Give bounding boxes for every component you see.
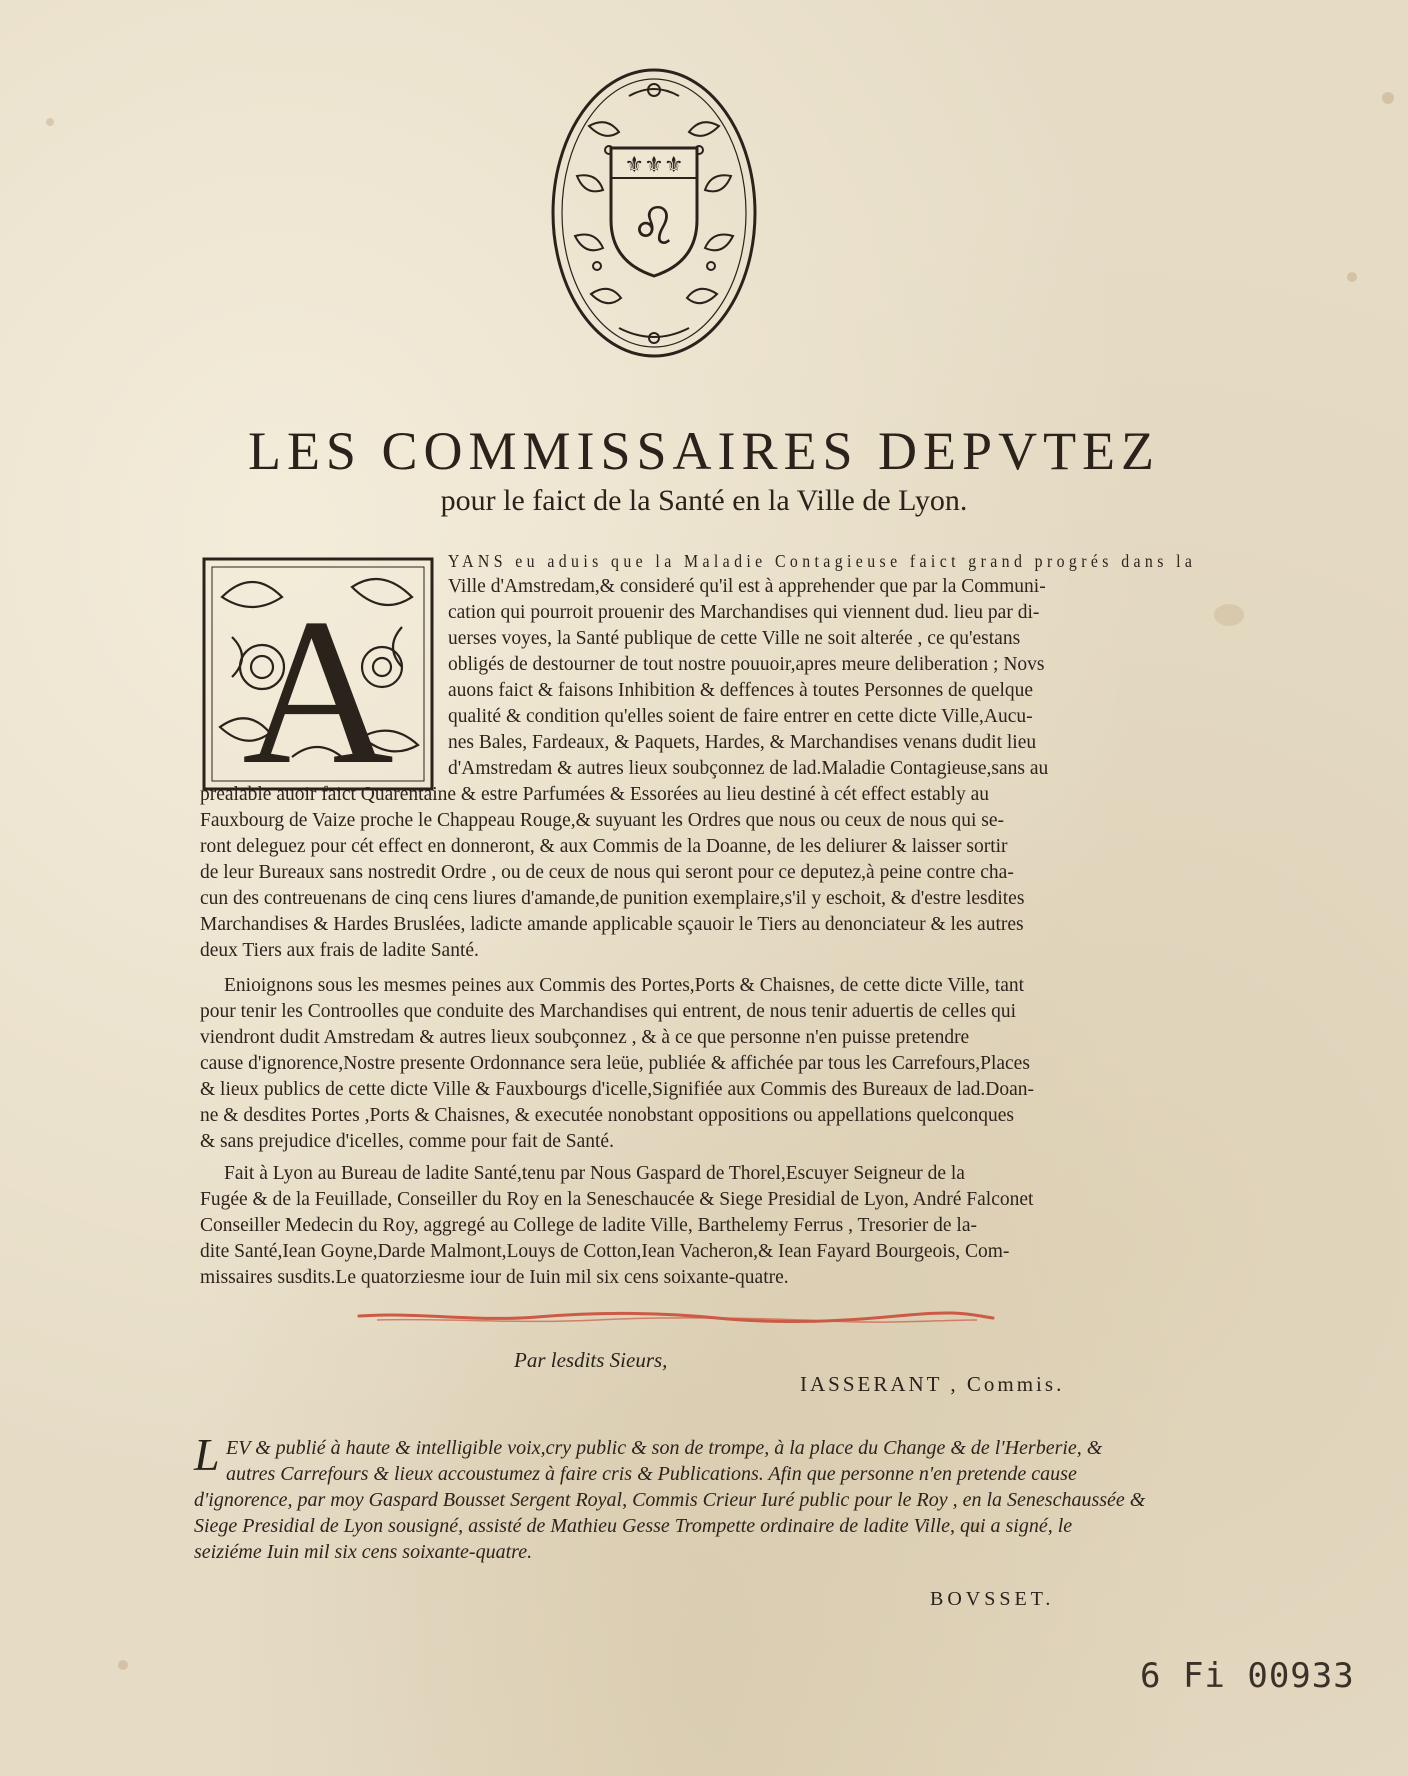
body-line: de leur Bureaux sans nostredit Ordre , ou de ceux de nous qui seront pour ce deputez,à peine contre cha- bbox=[200, 862, 1014, 883]
page-subtitle: pour le faict de la Santé en la Ville de Lyon. bbox=[440, 484, 968, 517]
body-line: dite Santé,Iean Goyne,Darde Malmont,Louys de Cotton,Iean Vacheron,& Iean Fayard Bourgeois, Com- bbox=[200, 1241, 1010, 1262]
svg-text:♌: ♌ bbox=[630, 197, 678, 257]
paper-stain bbox=[1214, 604, 1244, 626]
body-line: pour tenir les Controolles que conduite des Marchandises qui entrent, de nous tenir aduertis de celles qui bbox=[200, 1001, 1017, 1022]
paper-stain bbox=[1347, 272, 1357, 282]
body-line: Marchandises & Hardes Bruslées, ladicte amande applicable sçauoir le Tiers au denonciateur & les autres bbox=[200, 914, 1024, 935]
publication-line: seiziéme Iuin mil six cens soixante-quatre. bbox=[194, 1541, 533, 1563]
crier-signature: BOVSSET. bbox=[930, 1588, 1055, 1610]
body-line: deux Tiers aux frais de ladite Santé. bbox=[200, 940, 479, 961]
paper-stain bbox=[1382, 92, 1394, 104]
body-line: cation qui pourroit prouenir des Marchandises qui viennent dud. lieu par di- bbox=[448, 602, 1040, 623]
body-line: d'Amstredam & autres lieux soubçonnez de lad.Maladie Contagieuse,sans au bbox=[448, 758, 1049, 779]
body-line: Ville d'Amstredam,& consideré qu'il est à apprehender que par la Communi- bbox=[448, 576, 1046, 597]
body-line: Enioignons sous les mesmes peines aux Commis des Portes,Ports & Chaisnes, de cette dicte Ville, tant bbox=[224, 975, 1025, 996]
body-line: obligés de destourner de tout nostre pouuoir,apres meure deliberation ; Novs bbox=[448, 654, 1045, 675]
ornamental-initial bbox=[202, 557, 434, 791]
body-line: viendront dudit Amstredam & autres lieux soubçonnez , & à ce que personne n'en puisse pretendre bbox=[200, 1027, 970, 1048]
body-line: qualité & condition qu'elles soient de faire entrer en cette dicte Ville,Aucu- bbox=[448, 706, 1033, 727]
body-line: uerses voyes, la Santé publique de cette Ville ne soit alterée , ce qu'estans bbox=[448, 628, 1021, 649]
body-line: nes Bales, Fardeaux, & Paquets, Hardes, & Marchandises venans dudit lieu bbox=[448, 732, 1037, 753]
publication-line: d'ignorence, par moy Gaspard Bousset Sergent Royal, Commis Crieur Iuré public pour le Roy , en la Seneschaussée & bbox=[194, 1489, 1146, 1511]
body-line: Fait à Lyon au Bureau de ladite Santé,tenu par Nous Gaspard de Thorel,Escuyer Seigneur de la bbox=[224, 1163, 965, 1184]
coat-of-arms-emblem bbox=[549, 66, 759, 360]
body-line: ne & desdites Portes ,Ports & Chaisnes, & executée nonobstant oppositions ou appellations quelconques bbox=[200, 1105, 1015, 1126]
archive-reference: 6 Fi 00933 bbox=[1140, 1656, 1355, 1696]
body-line: auons faict & faisons Inhibition & deffences à toutes Personnes de quelque bbox=[448, 680, 1034, 701]
body-line: & sans prejudice d'icelles, comme pour fait de Santé. bbox=[200, 1131, 614, 1152]
publication-initial: L bbox=[194, 1429, 220, 1480]
initial-letter: A bbox=[242, 576, 394, 791]
svg-text:⚜⚜⚜: ⚜⚜⚜ bbox=[624, 153, 684, 178]
body-line: Fugée & de la Feuillade, Conseiller du Roy en la Seneschaucée & Siege Presidial de Lyon, André Falconet bbox=[200, 1189, 1034, 1210]
body-line: cause d'ignorence,Nostre presente Ordonnance sera leüe, publiée & affichée par tous les Carrefours,Places bbox=[200, 1053, 1030, 1074]
body-line: prealable auoir faict Quarentaine & estre Parfumées & Essorées au lieu destiné à cét effect estably au bbox=[200, 784, 990, 805]
paper-stain bbox=[118, 1660, 128, 1670]
par-lesdits-sieurs: Par lesdits Sieurs, bbox=[514, 1348, 668, 1372]
body-line: & lieux publics de cette dicte Ville & Fauxbourgs d'icelle,Signifiée aux Commis des Bureaux de lad.Doan- bbox=[200, 1079, 1034, 1100]
body-line: ront deleguez pour cét effect en donneront, & aux Commis de la Doanne, de les deliurer & laisser sortir bbox=[200, 836, 1008, 857]
publication-line: autres Carrefours & lieux accoustumez à faire cris & Publications. Afin que personne n'en pretende cause bbox=[226, 1463, 1077, 1485]
body-line: Conseiller Medecin du Roy, aggregé au College de ladite Ville, Barthelemy Ferrus , Tresorier de la- bbox=[200, 1215, 978, 1236]
body-line: missaires susdits.Le quatorziesme iour de Iuin mil six cens soixante-quatre. bbox=[200, 1267, 789, 1288]
paper-stain bbox=[46, 118, 54, 126]
publication-line: EV & publié à haute & intelligible voix,cry public & son de trompe, à la place du Change & de l'Herberie, & bbox=[226, 1437, 1103, 1459]
body-line: cun des contreuenans de cinq cens liures d'amande,de punition exemplaire,s'il y eschoit, & d'estre lesdites bbox=[200, 888, 1025, 909]
publication-line: Siege Presidial de Lyon sousigné, assisté de Mathieu Gesse Trompette ordinaire de ladite Ville, qui a signé, le bbox=[194, 1515, 1073, 1537]
body-line: YANS eu aduis que la Maladie Contagieuse faict grand progrés dans la bbox=[448, 551, 1197, 571]
page-title: LES COMMISSAIRES DEPVTEZ bbox=[247, 421, 1161, 481]
body-line: Fauxbourg de Vaize proche le Chappeau Rouge,& suyuant les Ordres que nous ou ceux de nous qui se- bbox=[200, 810, 1005, 831]
red-ink-rule bbox=[357, 1308, 995, 1326]
commis-signature: IASSERANT , Commis. bbox=[800, 1372, 1065, 1396]
